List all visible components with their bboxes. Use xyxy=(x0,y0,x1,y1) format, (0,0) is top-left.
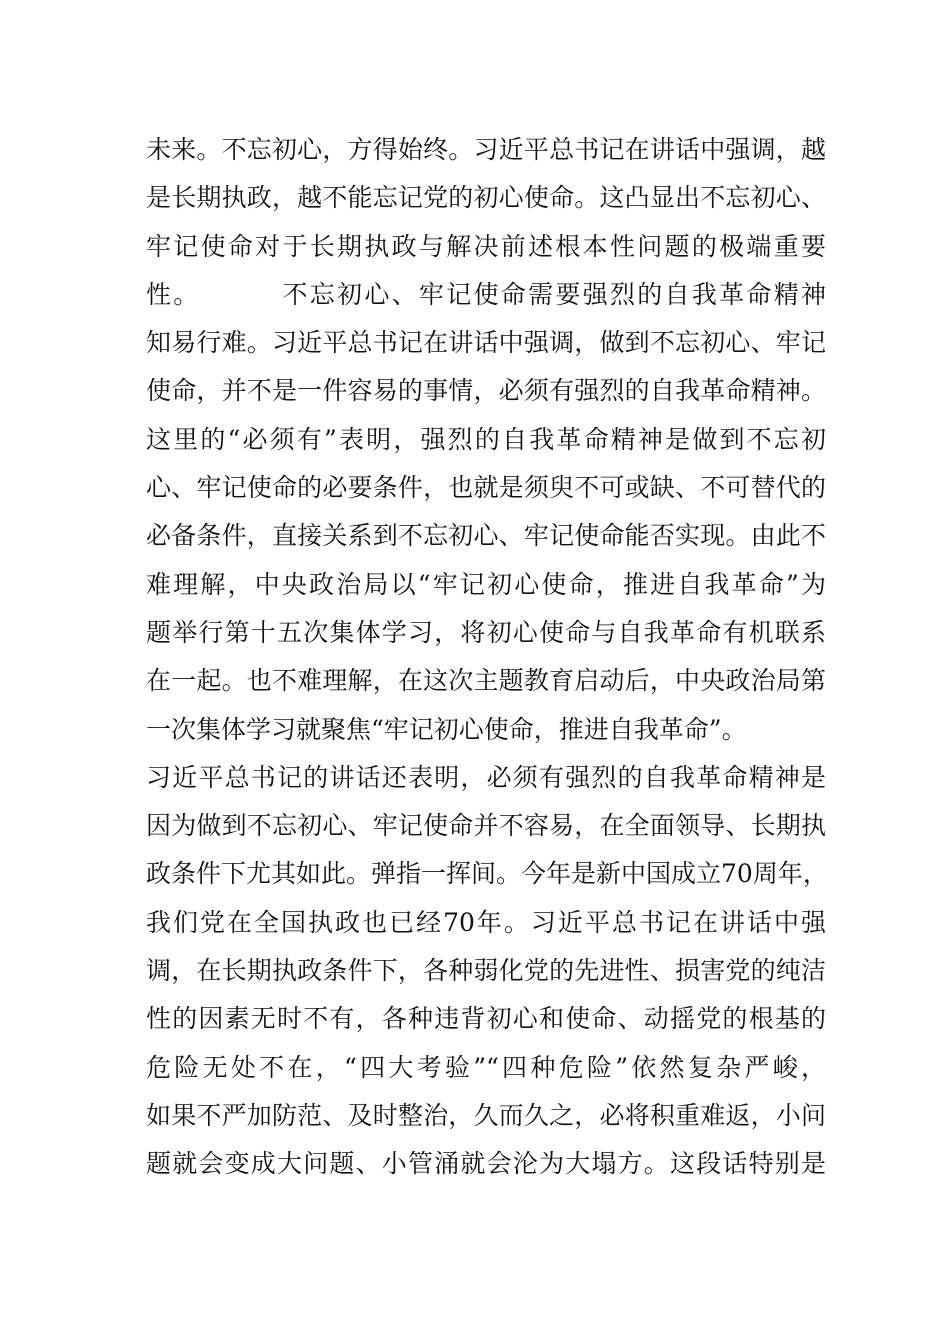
text-line: 一次集体学习就聚焦“牢记初心使命，推进自我革命”。 xyxy=(146,714,747,744)
document-body xyxy=(146,126,826,1189)
text-line: 题举行第十五次集体学习，将初心使命与自我革命有机联系 xyxy=(146,617,826,647)
text-line: 是长期执政，越不能忘记党的初心使命。这凸显出不忘初心、 xyxy=(146,183,826,213)
text-line: 性。 不忘初心、牢记使命需要强烈的自我革命精神 xyxy=(146,279,826,309)
text-line: 如果不严加防范、及时整治，久而久之，必将积重难返，小问 xyxy=(146,1100,826,1130)
text-line: 必备条件，直接关系到不忘初心、牢记使命能否实现。由此不 xyxy=(146,521,826,551)
text-line: 性的因素无时不有，各种违背初心和使命、动摇党的根基的 xyxy=(146,1004,826,1034)
text-line: 我们党在全国执政也已经70年。习近平总书记在讲话中强 xyxy=(146,907,826,937)
text-line: 题就会变成大问题、小管涌就会沦为大塌方。这段话特别是 xyxy=(146,1149,826,1179)
text-line: 因为做到不忘初心、牢记使命并不容易，在全面领导、长期执 xyxy=(146,811,826,841)
text-line: 习近平总书记的讲话还表明，必须有强烈的自我革命精神是 xyxy=(146,762,826,792)
text-line: 使命，并不是一件容易的事情，必须有强烈的自我革命精神。 xyxy=(146,376,826,406)
text-line: 知易行难。习近平总书记在讲话中强调，做到不忘初心、牢记 xyxy=(146,328,826,358)
text-line: 危险无处不在，“四大考验”“四种危险”依然复杂严峻， xyxy=(146,1052,826,1082)
text-line: 牢记使命对于长期执政与解决前述根本性问题的极端重要 xyxy=(146,231,826,261)
text-line: 这里的“必须有”表明，强烈的自我革命精神是做到不忘初 xyxy=(146,424,826,454)
text-line: 政条件下尤其如此。弹指一挥间。今年是新中国成立70周年， xyxy=(146,859,828,889)
text-line: 未来。不忘初心，方得始终。习近平总书记在讲话中强调，越 xyxy=(146,135,826,164)
text-line: 难理解，中央政治局以“牢记初心使命，推进自我革命”为 xyxy=(146,569,826,599)
text-line: 心、牢记使命的必要条件，也就是须臾不可或缺、不可替代的 xyxy=(146,473,826,503)
text-line: 调，在长期执政条件下，各种弱化党的先进性、损害党的纯洁 xyxy=(146,956,826,986)
text-line: 在一起。也不难理解，在这次主题教育启动后，中央政治局第 xyxy=(146,666,826,696)
